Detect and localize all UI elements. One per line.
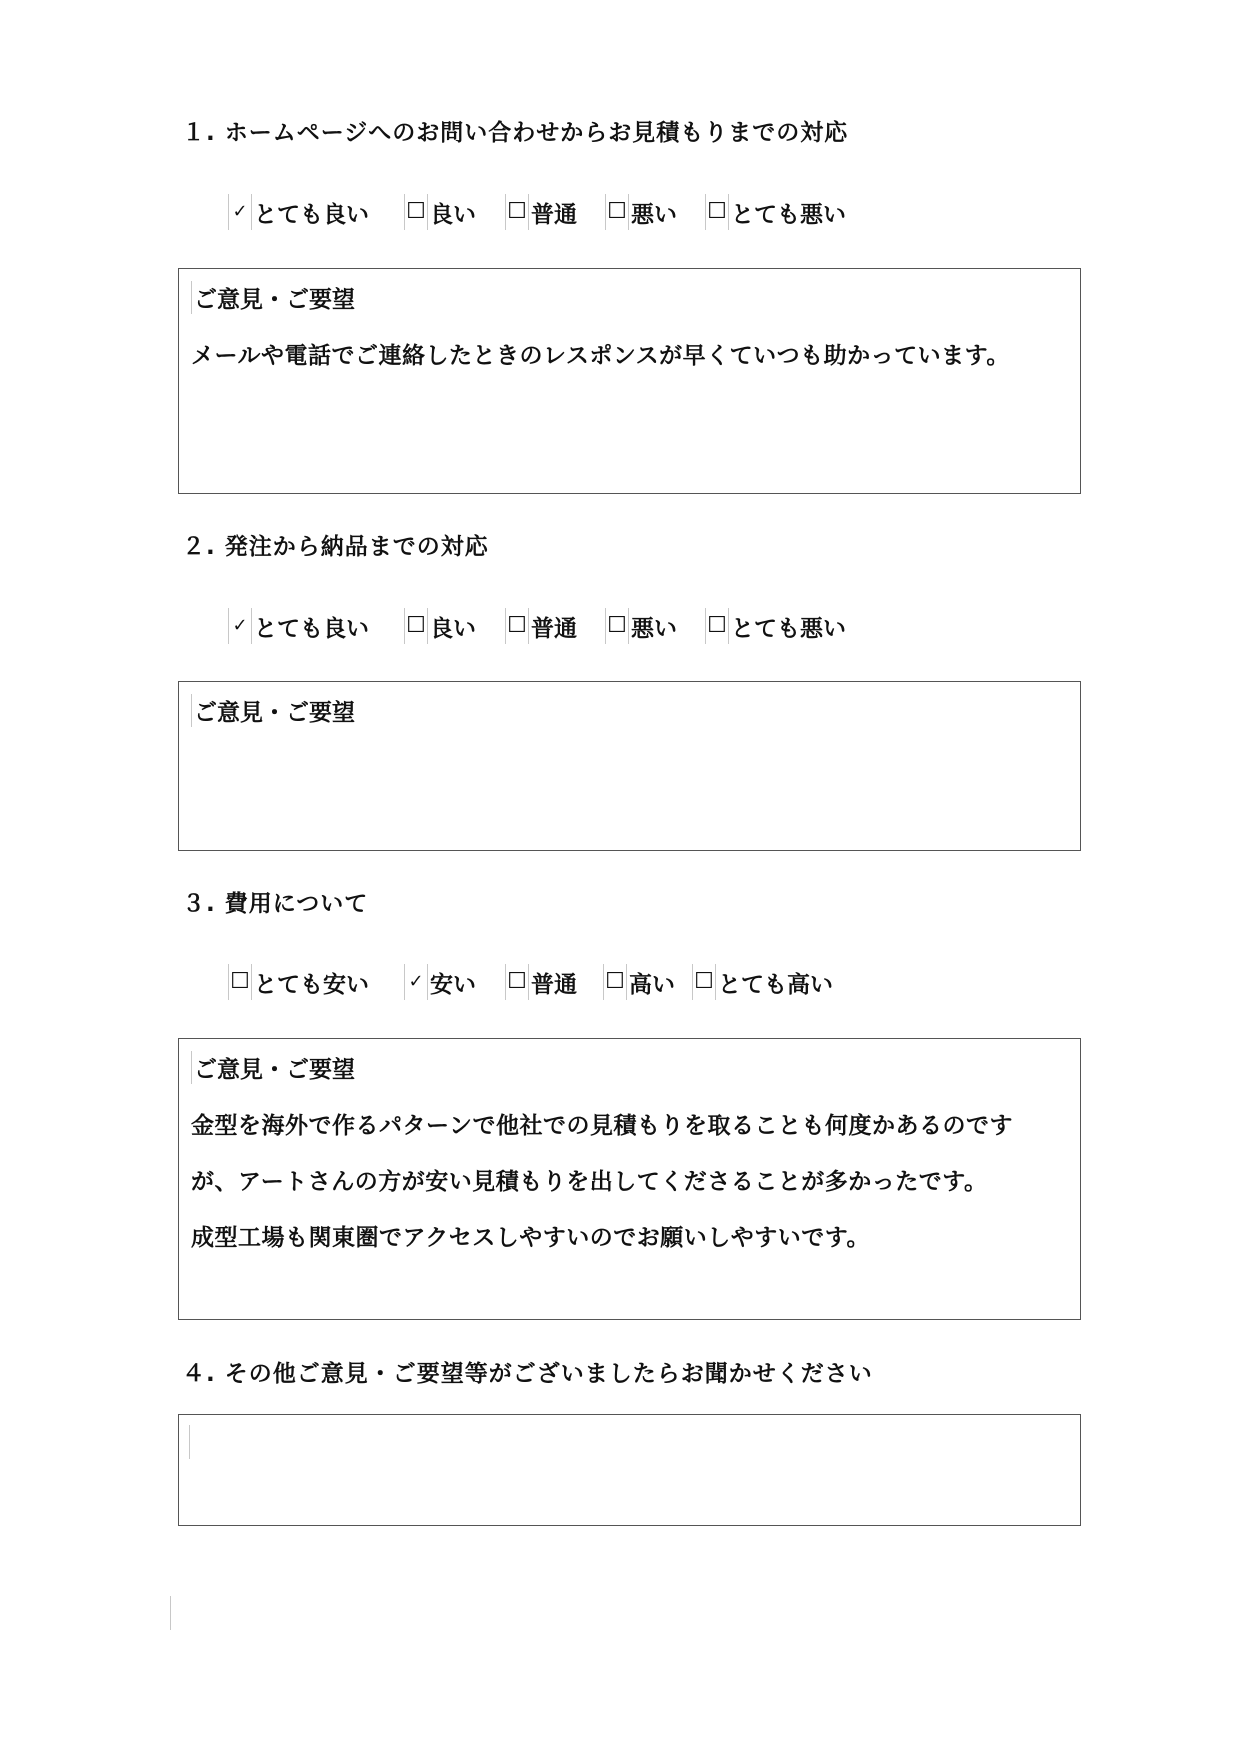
q2-comment-label: ご意見・ご要望 <box>191 694 355 727</box>
q1-option-5-label: とても悪い <box>731 201 846 228</box>
q2-option-5-checkbox[interactable]: ☐ <box>705 608 729 644</box>
q1-comment-label: ご意見・ご要望 <box>191 281 355 314</box>
q1-option-4-label: 悪い <box>631 201 677 228</box>
q3-option-4-checkbox[interactable]: ☐ <box>603 964 627 1000</box>
q1-option-3[interactable] <box>505 194 577 230</box>
question-2-title: ２. 発注から納品までの対応 <box>182 534 489 560</box>
q3-comment-line-1: 金型を海外で作るパターンで他社での見積もりを取ることも何度かあるのです <box>191 1113 1014 1139</box>
q3-option-1[interactable] <box>228 964 369 1000</box>
q3-option-4[interactable] <box>603 964 675 1000</box>
q3-comment-line-2: が、アートさんの方が安い見積もりを出してくださることが多かったです。 <box>191 1169 988 1195</box>
q1-option-1[interactable] <box>228 194 369 230</box>
q2-option-2-label: 良い <box>430 615 476 642</box>
q1-option-5-checkbox[interactable]: ☐ <box>705 194 729 230</box>
q1-option-2-checkbox[interactable]: ☐ <box>404 194 428 230</box>
q1-option-1-label: とても良い <box>254 201 369 228</box>
question-3-comment-box[interactable] <box>178 1038 1081 1320</box>
q3-option-2-label: 安い <box>430 971 476 998</box>
q3-option-5[interactable] <box>692 964 833 1000</box>
q1-option-2[interactable] <box>404 194 476 230</box>
q3-comment-label: ご意見・ご要望 <box>191 1051 355 1084</box>
q1-option-4[interactable] <box>605 194 677 230</box>
q3-option-4-label: 高い <box>629 971 675 998</box>
q3-comment-line-3: 成型工場も関東圏でアクセスしやすいのでお願いしやすいです。 <box>191 1225 870 1251</box>
q1-comment-line-1: メールや電話でご連絡したときのレスポンスが早くていつも助かっています。 <box>191 343 1010 369</box>
q2-option-5-label: とても悪い <box>731 615 846 642</box>
question-3-choices <box>0 964 1241 1000</box>
q3-option-5-checkbox[interactable]: ☐ <box>692 964 716 1000</box>
q3-option-1-label: とても安い <box>254 971 369 998</box>
q3-option-1-checkbox[interactable]: ☐ <box>228 964 252 1000</box>
question-4-comment-box[interactable] <box>178 1414 1081 1526</box>
q2-option-3-label: 普通 <box>531 615 577 642</box>
q3-option-3-checkbox[interactable]: ☐ <box>505 964 529 1000</box>
q2-option-1-label: とても良い <box>254 615 369 642</box>
q1-option-3-label: 普通 <box>531 201 577 228</box>
q3-option-3-label: 普通 <box>531 971 577 998</box>
q2-option-3-checkbox[interactable]: ☐ <box>505 608 529 644</box>
q3-option-2[interactable] <box>404 964 476 1000</box>
q3-option-3[interactable] <box>505 964 577 1000</box>
question-2-comment-box[interactable] <box>178 681 1081 851</box>
q2-option-5[interactable] <box>705 608 846 644</box>
q2-option-1-checkbox[interactable]: ✓ <box>228 608 252 644</box>
q2-option-4[interactable] <box>605 608 677 644</box>
q2-option-4-checkbox[interactable]: ☐ <box>605 608 629 644</box>
question-2-choices <box>0 608 1241 644</box>
q1-option-3-checkbox[interactable]: ☐ <box>505 194 529 230</box>
question-1-choices <box>0 194 1241 230</box>
q2-option-2-checkbox[interactable]: ☐ <box>404 608 428 644</box>
question-1-title: １. ホームページへのお問い合わせからお見積もりまでの対応 <box>182 120 849 146</box>
q3-option-2-checkbox[interactable]: ✓ <box>404 964 428 1000</box>
question-1-comment-box[interactable] <box>178 268 1081 494</box>
q2-option-4-label: 悪い <box>631 615 677 642</box>
text-cursor <box>189 1425 190 1459</box>
q2-option-3[interactable] <box>505 608 577 644</box>
q2-option-2[interactable] <box>404 608 476 644</box>
q2-option-1[interactable] <box>228 608 369 644</box>
q1-option-2-label: 良い <box>430 201 476 228</box>
question-4-title: ４. その他ご意見・ご要望等がございましたらお聞かせください <box>182 1361 873 1387</box>
q1-option-1-checkbox[interactable]: ✓ <box>228 194 252 230</box>
question-3-title: ３. 費用について <box>182 891 369 917</box>
q1-option-4-checkbox[interactable]: ☐ <box>605 194 629 230</box>
page-cursor <box>170 1596 171 1630</box>
q1-option-5[interactable] <box>705 194 846 230</box>
q3-option-5-label: とても高い <box>718 971 833 998</box>
